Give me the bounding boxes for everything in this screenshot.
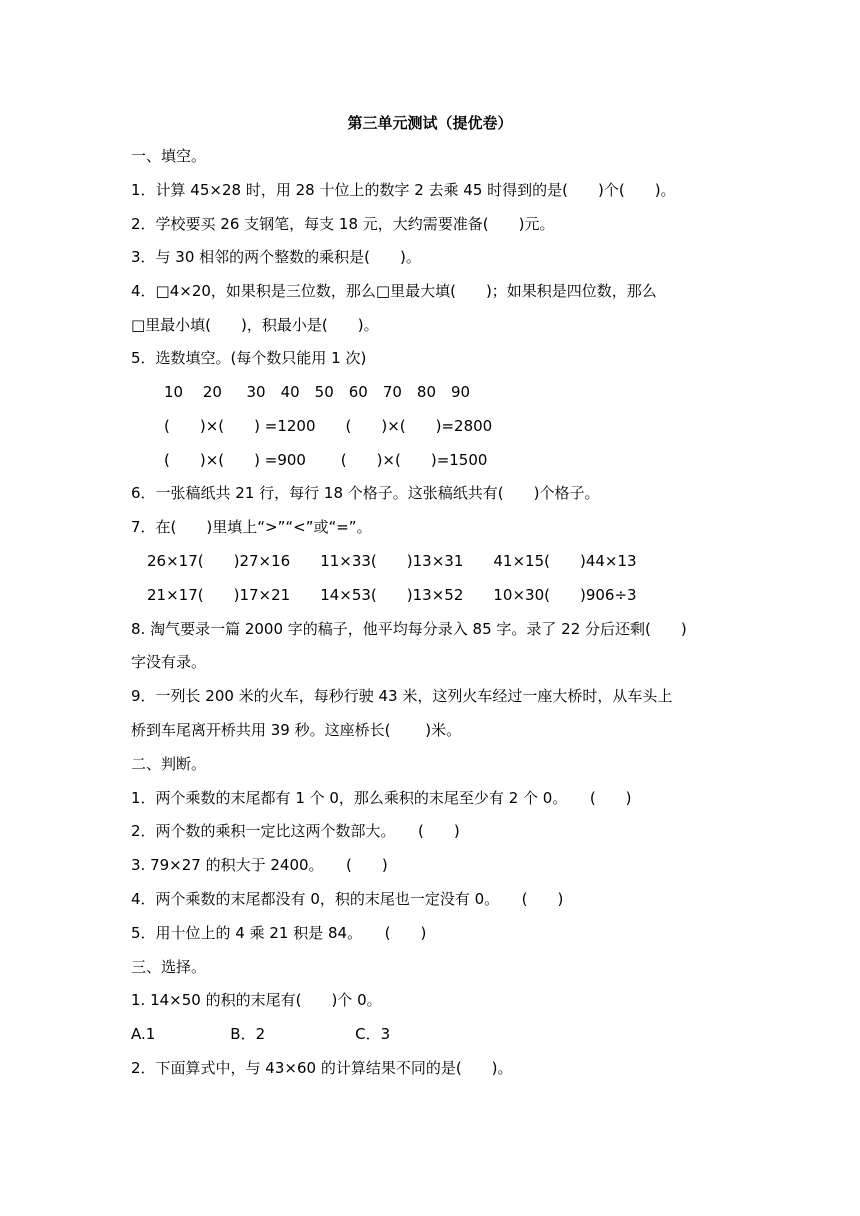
question-text: 4．□4×20，如果积是三位数，那么□里最大填( )；如果积是四位数，那么	[131, 282, 657, 300]
section-heading-judge: 二、判断。	[131, 755, 207, 773]
question-text: □里最小填( )，积最小是( )。	[131, 316, 379, 334]
section-heading-choice: 三、选择。	[131, 958, 207, 976]
question-text: 2．下面算式中，与 43×60 的计算结果不同的是( )。	[131, 1059, 513, 1077]
question-text: 2．两个数的乘积一定比这两个数部大。 ( )	[131, 822, 460, 840]
comparison-row: 26×17( )27×16 11×33( )13×31 41×15( )44×13	[147, 552, 637, 570]
question-text: 2．学校要买 26 支钢笔，每支 18 元，大约需要准备( )元。	[131, 215, 555, 233]
question-text: 3. 79×27 的积大于 2400。 ( )	[131, 856, 388, 874]
question-text: 7．在( )里填上“>”“<”或“=”。	[131, 518, 372, 536]
question-text: 字没有录。	[131, 653, 207, 671]
answer-options: A.1 B．2 C．3	[131, 1025, 391, 1043]
blank-equation-row: ( )×( ) =900 ( )×( )=1500	[164, 451, 488, 469]
blank-equation-row: ( )×( ) =1200 ( )×( )=2800	[164, 417, 493, 435]
number-choices: 10 20 30 40 50 60 70 80 90	[164, 383, 471, 401]
question-text: 8. 淘气要录一篇 2000 字的稿子，他平均每分录入 85 字。录了 22 分后还剩( )	[131, 620, 687, 638]
question-text: 5．用十位上的 4 乘 21 积是 84。 ( )	[131, 924, 427, 942]
question-text: 3．与 30 相邻的两个整数的乘积是( )。	[131, 248, 421, 266]
question-text: 桥到车尾离开桥共用 39 秒。这座桥长( )米。	[131, 721, 462, 739]
question-text: 1．计算 45×28 时，用 28 十位上的数字 2 去乘 45 时得到的是( )个( )。	[131, 181, 676, 199]
question-text: 1．两个乘数的末尾都有 1 个 0，那么乘积的末尾至少有 2 个 0。 ( )	[131, 789, 632, 807]
question-text: 6．一张稿纸共 21 行，每行 18 个格子。这张稿纸共有( )个格子。	[131, 484, 600, 502]
page-title: 第三单元测试（提优卷）	[347, 114, 513, 132]
section-heading-fill-in: 一、填空。	[131, 147, 207, 165]
question-text: 9．一列长 200 米的火车，每秒行驶 43 米，这列火车经过一座大桥时，从车头上	[131, 687, 673, 705]
question-text: 1. 14×50 的积的末尾有( )个 0。	[131, 991, 382, 1009]
comparison-row: 21×17( )17×21 14×53( )13×52 10×30( )906÷3	[147, 586, 637, 604]
question-text: 4．两个乘数的末尾都没有 0，积的末尾也一定没有 0。 ( )	[131, 890, 564, 908]
question-text: 5．选数填空。(每个数只能用 1 次)	[131, 349, 367, 367]
